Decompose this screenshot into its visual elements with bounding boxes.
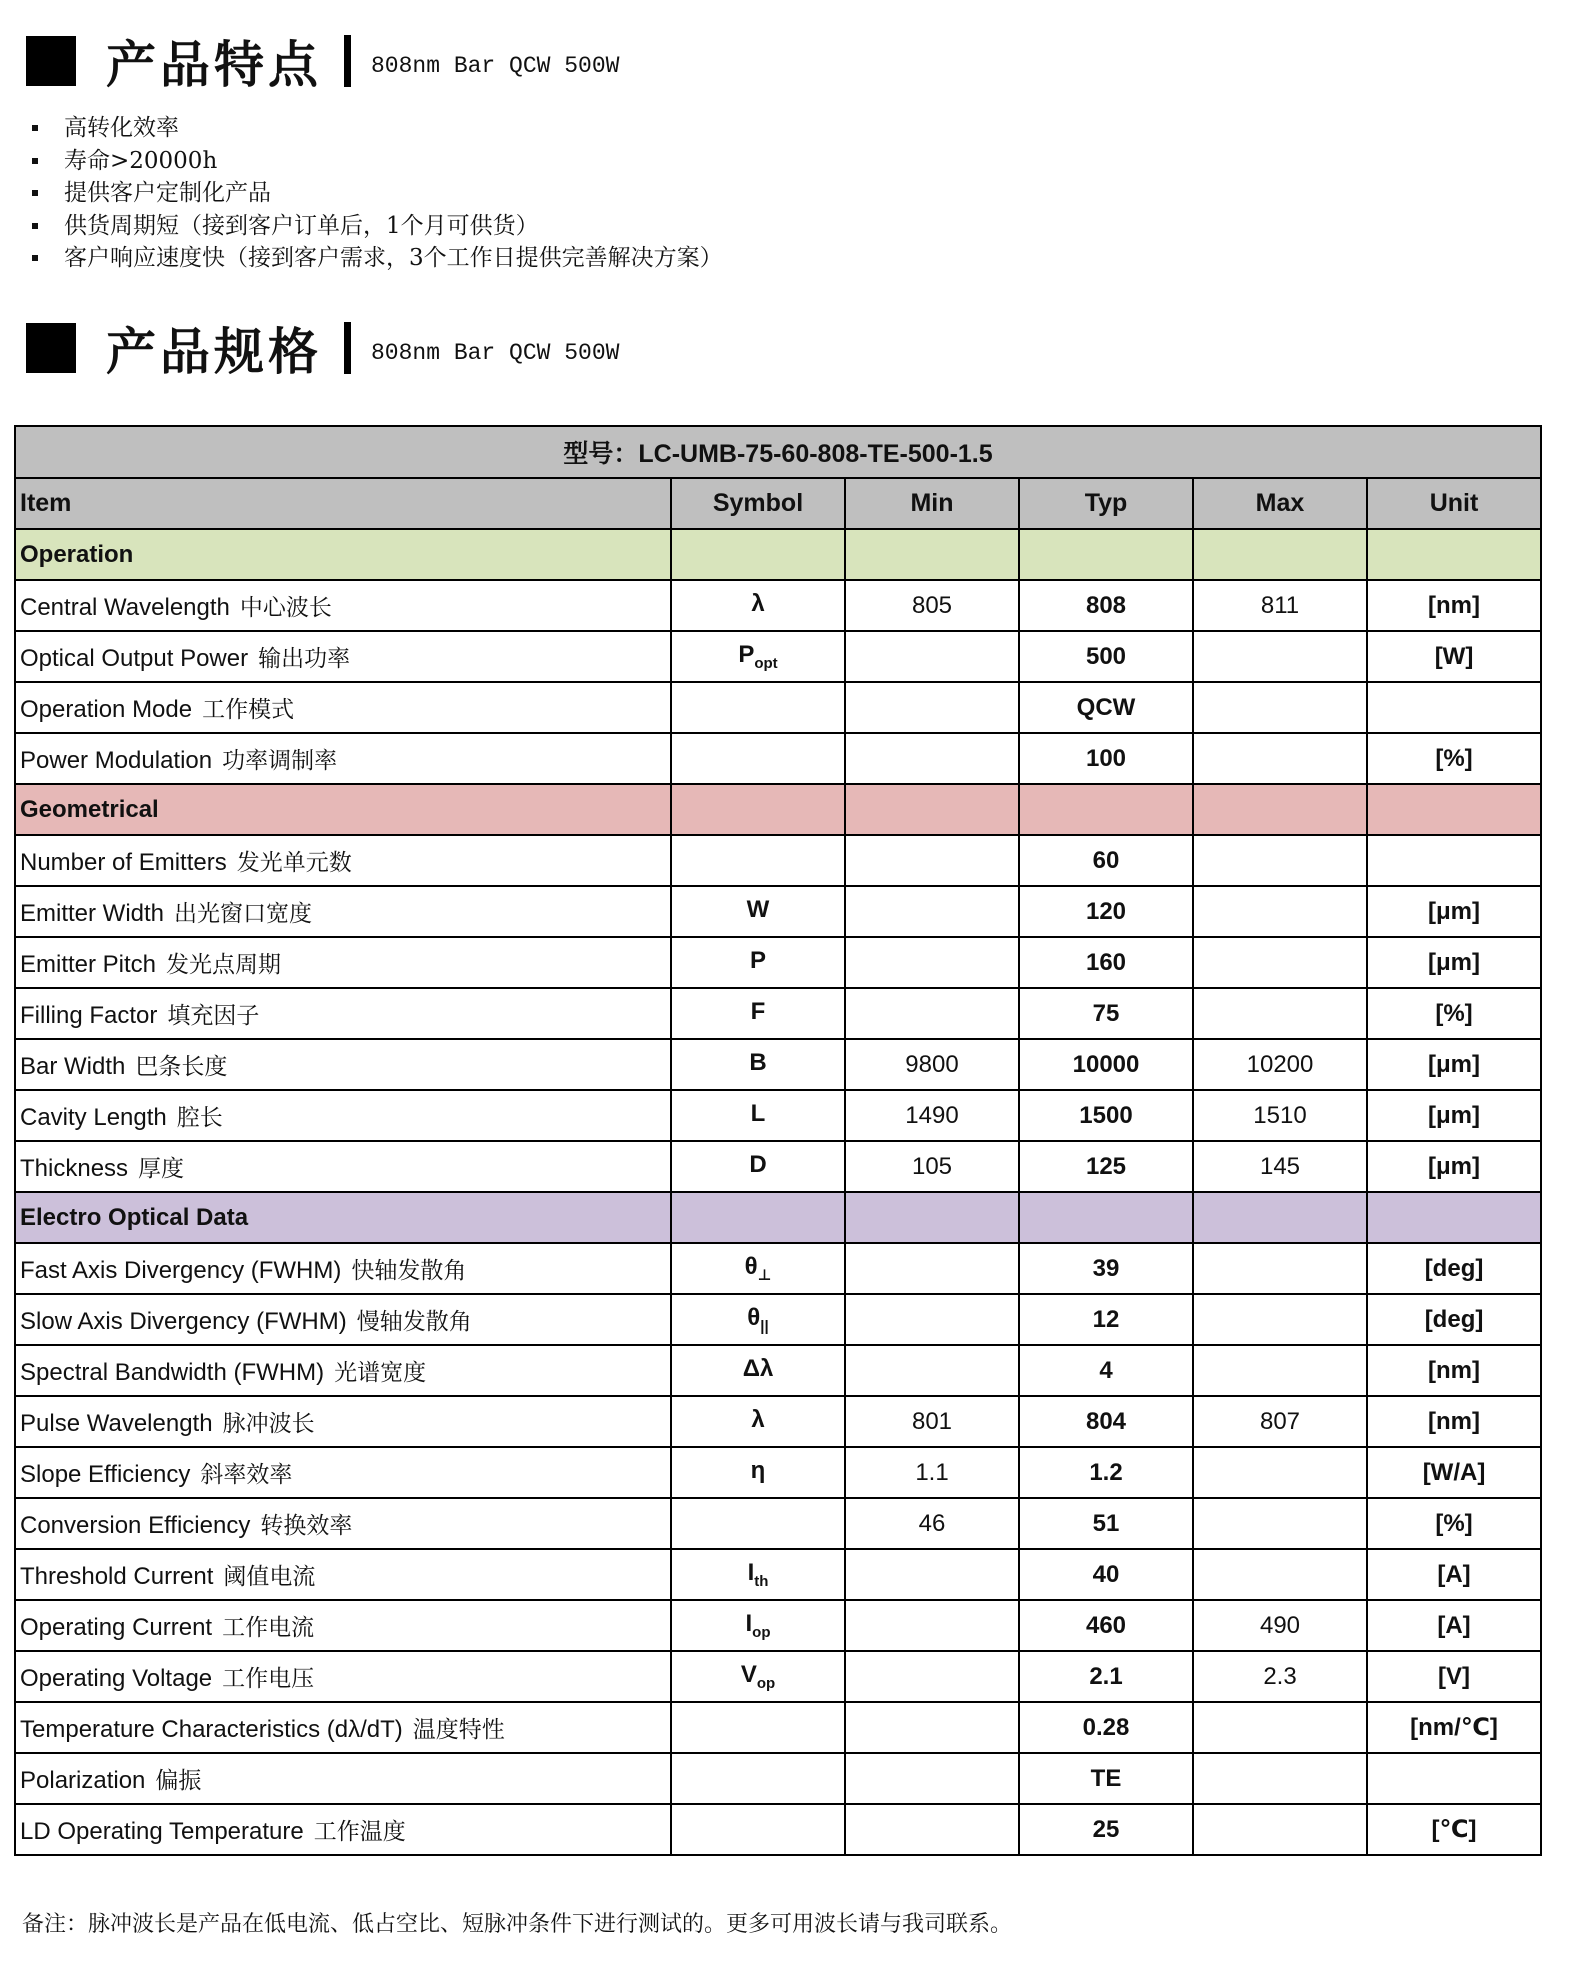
list-item: 客户响应速度快（接到客户需求，3个工作日提供完善解决方案） [28,242,723,275]
footnote: 备注：脉冲波长是产品在低电流、低占空比、短脉冲条件下进行测试的。更多可用波长请与我司联系。 [22,1912,1013,1937]
item-name: Polarization [20,1767,146,1794]
title-divider [344,35,351,87]
symbol: θ [747,1304,761,1331]
features-subtitle: 808nm Bar QCW 500W [371,53,620,79]
group-cell [1367,1192,1541,1243]
symbol-cell [671,988,845,1039]
typ-cell: 51 [1019,1498,1193,1549]
min-cell [845,1294,1019,1345]
symbol-cell [671,886,845,937]
item-cell [15,1804,671,1855]
min-cell [845,1345,1019,1396]
unit-cell: [%] [1367,733,1541,784]
max-cell: 10200 [1193,1039,1367,1090]
group-title: Operation [15,529,671,580]
typ-cell: 12 [1019,1294,1193,1345]
min-cell [845,1549,1019,1600]
group-cell [845,529,1019,580]
typ-cell: 500 [1019,631,1193,682]
max-cell [1193,1243,1367,1294]
symbol-cell [671,682,845,733]
symbol: λ [751,1406,765,1433]
unit-cell [1367,682,1541,733]
item-name: Operating Current [20,1614,213,1641]
title-divider [344,322,351,374]
item-cell [15,1753,671,1804]
symbol: W [746,896,770,923]
item-name-cn: 腔长 [176,1105,223,1131]
typ-cell: 100 [1019,733,1193,784]
table-row [15,937,1541,988]
model-row [15,426,1541,478]
item-name-cn: 工作电压 [222,1666,315,1692]
item-name: Emitter Width [20,900,165,927]
unit-cell: [℃] [1367,1804,1541,1855]
item-name: Power Modulation [20,747,213,774]
symbol-subscript: opt [754,655,778,672]
item-name: Threshold Current [20,1563,214,1590]
max-cell [1193,733,1367,784]
typ-cell: 808 [1019,580,1193,631]
item-name-cn: 填充因子 [167,1003,260,1029]
column-header-unit: Unit [1367,478,1541,529]
item-cell [15,1345,671,1396]
unit-cell [1367,835,1541,886]
item-name-cn: 发光点周期 [166,952,282,978]
symbol-cell [671,1396,845,1447]
item-name-cn: 厚度 [138,1156,185,1182]
column-header-symbol: Symbol [671,478,845,529]
symbol: P [749,947,766,974]
group-title: Geometrical [15,784,671,835]
max-cell [1193,886,1367,937]
item-name-cn: 阈值电流 [223,1564,316,1590]
min-cell [845,733,1019,784]
unit-cell: [μm] [1367,886,1541,937]
symbol: I [747,1559,755,1586]
symbol-subscript: op [752,1624,771,1641]
table-row [15,682,1541,733]
features-title: 产品特点 [106,35,322,94]
unit-cell: [nm] [1367,1345,1541,1396]
table-row [15,631,1541,682]
group-cell [1193,1192,1367,1243]
item-cell [15,1600,671,1651]
max-cell [1193,1447,1367,1498]
max-cell [1193,1702,1367,1753]
symbol-subscript: || [760,1318,769,1335]
item-cell [15,1141,671,1192]
max-cell [1193,1753,1367,1804]
typ-cell: 60 [1019,835,1193,886]
item-name-cn: 发光单元数 [236,850,352,876]
item-name: Operation Mode [20,696,193,723]
item-name: Fast Axis Divergency (FWHM) [20,1257,342,1284]
max-cell: 811 [1193,580,1367,631]
table-row [15,1141,1541,1192]
item-name-cn: 出光窗口宽度 [174,901,313,927]
symbol: Δλ [742,1355,774,1382]
symbol: θ [744,1253,758,1280]
group-cell [671,1192,845,1243]
list-item: 提供客户定制化产品 [28,177,723,210]
column-header-item: Item [15,478,671,529]
symbol-cell [671,1294,845,1345]
symbol: P [738,641,755,668]
group-cell [1019,529,1193,580]
typ-cell: 10000 [1019,1039,1193,1090]
item-cell [15,1447,671,1498]
unit-cell: [μm] [1367,1090,1541,1141]
table-row [15,1549,1541,1600]
item-cell [15,1090,671,1141]
column-header-row [15,478,1541,529]
item-name: Emitter Pitch [20,951,157,978]
item-name-cn: 工作电流 [222,1615,315,1641]
symbol: I [745,1610,753,1637]
item-name: Number of Emitters [20,849,227,876]
spec-subtitle: 808nm Bar QCW 500W [371,340,620,366]
min-cell [845,937,1019,988]
min-cell: 801 [845,1396,1019,1447]
table-row [15,1243,1541,1294]
min-cell [845,682,1019,733]
bullet-icon [32,255,38,261]
item-name: Spectral Bandwidth (FWHM) [20,1359,325,1386]
typ-cell: 120 [1019,886,1193,937]
typ-cell: 40 [1019,1549,1193,1600]
bullet-icon [32,125,38,131]
bullet-icon [32,190,38,196]
square-bullet-icon [26,36,76,86]
table-row [15,1090,1541,1141]
symbol-cell [671,1753,845,1804]
item-name-cn: 快轴发散角 [351,1258,467,1284]
item-cell [15,835,671,886]
symbol: V [740,1661,757,1688]
item-name-cn: 偏振 [155,1768,202,1794]
min-cell: 105 [845,1141,1019,1192]
item-cell [15,988,671,1039]
symbol-cell [671,1804,845,1855]
max-cell: 807 [1193,1396,1367,1447]
table-row [15,580,1541,631]
item-name: Pulse Wavelength [20,1410,213,1437]
unit-cell: [nm/℃] [1367,1702,1541,1753]
min-cell [845,886,1019,937]
unit-cell: [nm] [1367,1396,1541,1447]
table-row [15,1396,1541,1447]
unit-cell: [A] [1367,1600,1541,1651]
item-name-cn: 温度特性 [412,1717,505,1743]
item-name-cn: 光谱宽度 [334,1360,427,1386]
unit-cell: [A] [1367,1549,1541,1600]
symbol-cell [671,733,845,784]
item-name-cn: 转换效率 [260,1513,353,1539]
item-name: Operating Voltage [20,1665,213,1692]
group-header-row [15,1192,1541,1243]
symbol-cell [671,1039,845,1090]
item-cell [15,937,671,988]
column-header-min: Min [845,478,1019,529]
table-row [15,1498,1541,1549]
group-cell [1019,1192,1193,1243]
unit-cell: [V] [1367,1651,1541,1702]
spec-table [14,425,1542,1856]
item-cell [15,580,671,631]
unit-cell: [μm] [1367,937,1541,988]
typ-cell: TE [1019,1753,1193,1804]
item-cell [15,631,671,682]
min-cell: 9800 [845,1039,1019,1090]
table-row [15,733,1541,784]
symbol-subscript: op [756,1675,776,1692]
max-cell [1193,1804,1367,1855]
item-cell [15,682,671,733]
symbol: D [749,1151,767,1178]
max-cell [1193,1345,1367,1396]
min-cell [845,1702,1019,1753]
table-row [15,1753,1541,1804]
unit-cell: [μm] [1367,1141,1541,1192]
item-name: Thickness [20,1155,129,1182]
min-cell [845,835,1019,886]
item-name: LD Operating Temperature [20,1818,304,1845]
group-header-row [15,529,1541,580]
item-cell [15,1498,671,1549]
symbol-cell [671,1498,845,1549]
min-cell [845,631,1019,682]
symbol-cell [671,1651,845,1702]
group-cell [845,784,1019,835]
table-row [15,886,1541,937]
spec-section-header [26,313,619,383]
symbol-subscript: th [754,1573,769,1590]
item-name-cn: 输出功率 [258,646,351,672]
group-cell [1193,529,1367,580]
item-name-cn: 工作温度 [313,1819,406,1845]
typ-cell: 39 [1019,1243,1193,1294]
item-name: Cavity Length [20,1104,167,1131]
table-row [15,1447,1541,1498]
item-name: Bar Width [20,1053,126,1080]
table-row [15,1702,1541,1753]
min-cell: 1.1 [845,1447,1019,1498]
list-item: 供货周期短（接到客户订单后，1个月可供货） [28,210,723,243]
max-cell: 145 [1193,1141,1367,1192]
item-name-cn: 慢轴发散角 [356,1309,472,1335]
table-row [15,1345,1541,1396]
min-cell [845,1600,1019,1651]
column-header-max: Max [1193,478,1367,529]
group-cell [1367,529,1541,580]
item-cell [15,1549,671,1600]
max-cell [1193,631,1367,682]
spec-title: 产品规格 [106,322,322,381]
symbol-cell [671,937,845,988]
item-name-cn: 中心波长 [239,595,332,621]
group-cell [1193,784,1367,835]
item-name: Filling Factor [20,1002,158,1029]
feature-list [28,112,723,275]
unit-cell: [nm] [1367,580,1541,631]
typ-cell: 460 [1019,1600,1193,1651]
item-cell [15,1396,671,1447]
symbol: B [749,1049,767,1076]
model-number: 型号：LC-UMB-75-60-808-TE-500-1.5 [15,426,1541,478]
item-name-cn: 巴条长度 [135,1054,228,1080]
group-cell [1367,784,1541,835]
item-cell [15,733,671,784]
item-name: Temperature Characteristics (dλ/dT) [20,1716,403,1743]
item-name: Optical Output Power [20,645,249,672]
symbol-cell [671,1090,845,1141]
max-cell [1193,1549,1367,1600]
max-cell [1193,988,1367,1039]
item-name: Slow Axis Divergency (FWHM) [20,1308,347,1335]
symbol-cell [671,1549,845,1600]
symbol-cell [671,1702,845,1753]
typ-cell: 0.28 [1019,1702,1193,1753]
list-item: 寿命>20000h [28,145,723,178]
square-bullet-icon [26,323,76,373]
item-cell [15,1294,671,1345]
min-cell [845,1753,1019,1804]
max-cell: 2.3 [1193,1651,1367,1702]
item-cell [15,1039,671,1090]
max-cell [1193,1294,1367,1345]
symbol-subscript: ⊥ [757,1267,772,1284]
typ-cell: 4 [1019,1345,1193,1396]
item-name-cn: 斜率效率 [200,1462,293,1488]
features-section-header [26,26,619,96]
table-row [15,988,1541,1039]
unit-cell: [%] [1367,1498,1541,1549]
symbol-cell [671,1141,845,1192]
min-cell: 46 [845,1498,1019,1549]
table-row [15,835,1541,886]
typ-cell: 1.2 [1019,1447,1193,1498]
item-name: Slope Efficiency [20,1461,191,1488]
item-name: Central Wavelength [20,594,230,621]
typ-cell: 25 [1019,1804,1193,1855]
item-name: Conversion Efficiency [20,1512,251,1539]
table-row [15,1804,1541,1855]
symbol: L [750,1100,766,1127]
group-header-row [15,784,1541,835]
item-cell [15,1702,671,1753]
typ-cell: QCW [1019,682,1193,733]
table-row [15,1600,1541,1651]
symbol-cell [671,1345,845,1396]
group-cell [1019,784,1193,835]
max-cell [1193,682,1367,733]
symbol-cell [671,631,845,682]
min-cell: 1490 [845,1090,1019,1141]
max-cell [1193,1498,1367,1549]
typ-cell: 75 [1019,988,1193,1039]
item-name-cn: 脉冲波长 [222,1411,315,1437]
min-cell: 805 [845,580,1019,631]
typ-cell: 1500 [1019,1090,1193,1141]
column-header-typ: Typ [1019,478,1193,529]
table-row [15,1039,1541,1090]
symbol-cell [671,1600,845,1651]
max-cell [1193,937,1367,988]
bullet-icon [32,223,38,229]
group-title: Electro Optical Data [15,1192,671,1243]
symbol: F [750,998,766,1025]
max-cell: 490 [1193,1600,1367,1651]
unit-cell [1367,1753,1541,1804]
unit-cell: [deg] [1367,1294,1541,1345]
group-cell [671,784,845,835]
item-name-cn: 工作模式 [202,697,295,723]
symbol: λ [751,590,765,617]
max-cell [1193,835,1367,886]
unit-cell: [%] [1367,988,1541,1039]
typ-cell: 2.1 [1019,1651,1193,1702]
min-cell [845,988,1019,1039]
unit-cell: [deg] [1367,1243,1541,1294]
symbol-cell [671,1447,845,1498]
symbol-cell [671,1243,845,1294]
group-cell [671,529,845,580]
list-item: 高转化效率 [28,112,723,145]
symbol: η [750,1457,766,1484]
symbol-cell [671,835,845,886]
max-cell: 1510 [1193,1090,1367,1141]
table-row [15,1651,1541,1702]
min-cell [845,1651,1019,1702]
unit-cell: [W] [1367,631,1541,682]
unit-cell: [W/A] [1367,1447,1541,1498]
unit-cell: [μm] [1367,1039,1541,1090]
bullet-icon [32,158,38,164]
item-cell [15,886,671,937]
item-cell [15,1651,671,1702]
min-cell [845,1804,1019,1855]
table-row [15,1294,1541,1345]
item-cell [15,1243,671,1294]
min-cell [845,1243,1019,1294]
typ-cell: 125 [1019,1141,1193,1192]
group-cell [845,1192,1019,1243]
typ-cell: 804 [1019,1396,1193,1447]
typ-cell: 160 [1019,937,1193,988]
item-name-cn: 功率调制率 [222,748,338,774]
symbol-cell [671,580,845,631]
